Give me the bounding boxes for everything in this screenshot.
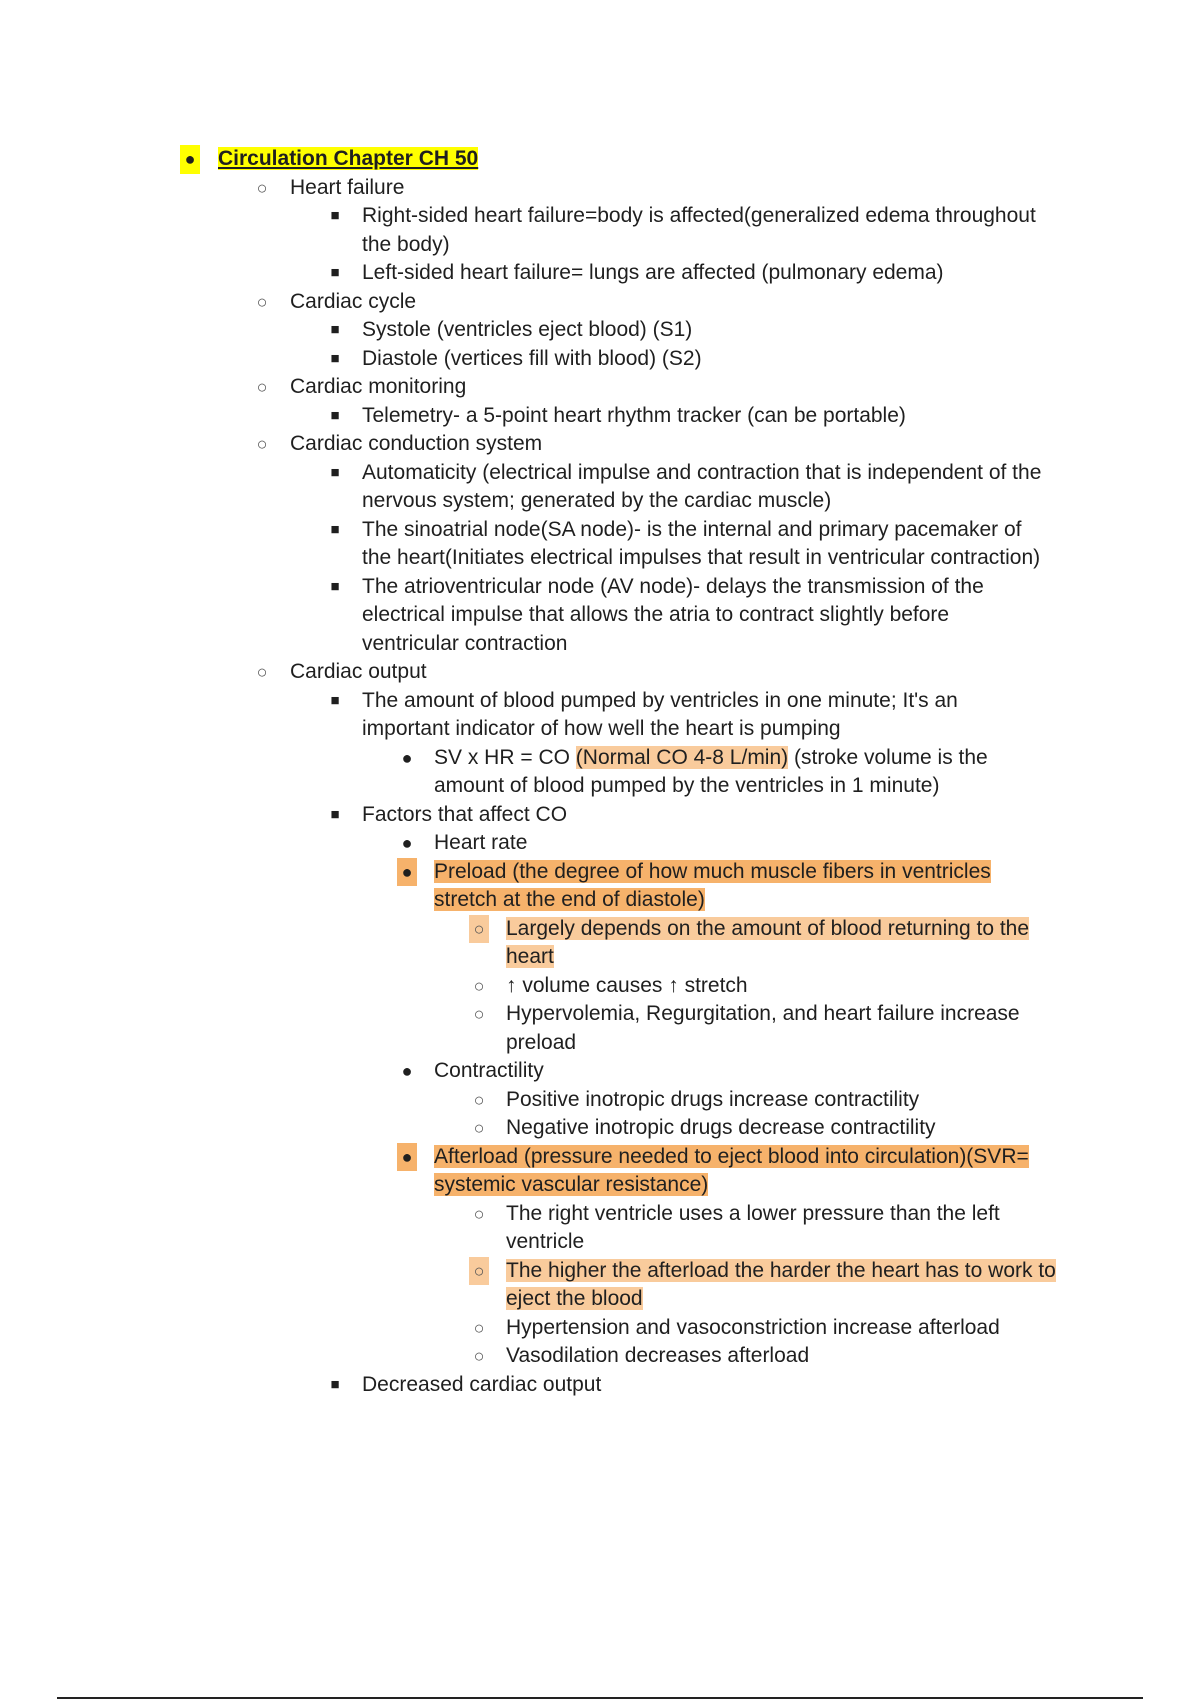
list-item	[180, 430, 1100, 459]
conduction-heading: Cardiac conduction system	[290, 432, 543, 455]
list-text: Largely depends on the amount of blood returning to the	[506, 916, 1030, 940]
circle-bullet-icon: ○	[473, 1317, 485, 1338]
square-bullet-icon: ■	[330, 463, 340, 481]
list-text: (stroke volume is the	[788, 745, 988, 769]
list-item	[180, 316, 1100, 345]
list-item	[180, 1257, 1100, 1314]
square-bullet-icon: ■	[330, 207, 340, 224]
list-text: Left-sided heart failure= lungs are affected (pulmonary edema)	[362, 261, 944, 284]
list-text: the body)	[362, 232, 450, 256]
list-item	[180, 858, 1100, 915]
list-item	[180, 202, 1100, 259]
list-item	[180, 801, 1100, 830]
list-item	[180, 972, 1100, 1001]
list-text: The sinoatrial node(SA node)- is the internal and primary pacemaker of	[362, 517, 1022, 541]
list-text: Telemetry- a 5-point heart rhythm tracker (can be portable)	[362, 403, 906, 427]
circle-bullet-icon: ○	[473, 1089, 485, 1110]
circle-bullet-icon: ○	[469, 1257, 489, 1286]
circle-bullet-icon: ○	[473, 1004, 485, 1024]
list-text: Automaticity (electrical impulse and contraction that is independent of the	[362, 460, 1042, 484]
list-text: Systole (ventricles eject blood) (S1)	[362, 318, 693, 341]
list-item	[180, 373, 1100, 402]
list-text: Diastole (vertices fill with blood) (S2)	[362, 346, 702, 370]
list-text: Negative inotropic drugs decrease contractility	[506, 1116, 936, 1139]
square-bullet-icon: ■	[330, 691, 340, 709]
list-item	[180, 1057, 1100, 1086]
list-item	[180, 1342, 1100, 1371]
list-text: important indicator of how well the heart is pumping	[362, 717, 841, 740]
circle-bullet-icon: ○	[256, 434, 268, 454]
square-bullet-icon: ■	[330, 321, 340, 338]
list-text: the heart(Initiates electrical impulses that result in ventricular contraction)	[362, 546, 1041, 569]
circle-bullet-icon: ○	[473, 975, 485, 996]
disc-bullet-icon: ●	[180, 145, 200, 174]
list-text: SV x HR = CO	[434, 745, 576, 769]
list-item	[180, 259, 1100, 288]
list-text: heart	[506, 945, 554, 968]
list-text: The atrioventricular node (AV node)- delays the transmission of the	[362, 574, 984, 598]
list-item	[180, 1000, 1100, 1057]
list-item	[180, 829, 1100, 858]
circle-bullet-icon: ○	[256, 662, 268, 682]
preload-highlight: Preload (the degree of how much muscle fibers in ventricles	[434, 859, 991, 883]
list-item	[180, 459, 1100, 516]
list-item	[180, 1143, 1100, 1200]
square-bullet-icon: ■	[330, 406, 340, 424]
square-bullet-icon: ■	[330, 520, 340, 538]
disc-bullet-icon: ●	[397, 1143, 417, 1172]
list-text: Positive inotropic drugs increase contractility	[506, 1087, 920, 1111]
circle-bullet-icon: ○	[473, 1203, 485, 1224]
list-text: preload	[506, 1030, 577, 1054]
circle-bullet-icon: ○	[469, 915, 489, 944]
list-item	[180, 573, 1100, 659]
page-title: Circulation Chapter CH 50	[218, 147, 479, 170]
disc-bullet-icon: ●	[397, 858, 417, 887]
afterload-highlight: Afterload (pressure needed to eject blood into circulation)(SVR=	[434, 1144, 1029, 1168]
preload-highlight: stretch at the end of diastole)	[434, 888, 705, 911]
list-item	[180, 402, 1100, 431]
circle-bullet-icon: ○	[473, 1118, 485, 1138]
circle-bullet-icon: ○	[256, 291, 268, 312]
list-item	[180, 658, 1100, 687]
cardiac-cycle-heading: Cardiac cycle	[290, 289, 417, 313]
list-text: Heart rate	[434, 831, 528, 854]
list-text: Right-sided heart failure=body is affected(generalized edema throughout	[362, 204, 1036, 227]
list-text: ventricular contraction	[362, 631, 568, 655]
afterload-highlight: systemic vascular resistance)	[434, 1173, 709, 1196]
list-text: Hypervolemia, Regurgitation, and heart failure increase	[506, 1002, 1020, 1025]
list-text: Factors that affect CO	[362, 802, 568, 826]
list-item	[180, 288, 1100, 317]
list-text: Hypertension and vasoconstriction increase afterload	[506, 1315, 1000, 1339]
title-item	[180, 145, 1100, 174]
circle-bullet-icon: ○	[256, 377, 268, 397]
disc-bullet-icon: ●	[401, 833, 413, 853]
list-item	[180, 1314, 1100, 1343]
heart-failure-heading: Heart failure	[290, 175, 405, 199]
list-item	[180, 174, 1100, 203]
notes-body	[180, 145, 1100, 1399]
list-item	[180, 1086, 1100, 1115]
list-item	[180, 516, 1100, 573]
list-item	[180, 1371, 1100, 1400]
list-text: amount of blood pumped by the ventricles in 1 minute)	[434, 774, 940, 797]
list-text: The amount of blood pumped by ventricles in one minute; It's an	[362, 688, 958, 712]
list-item	[180, 687, 1100, 744]
normal-co-highlight: (Normal CO 4-8 L/min)	[575, 745, 789, 769]
disc-bullet-icon: ●	[401, 1061, 413, 1081]
circle-bullet-icon: ○	[256, 177, 268, 198]
list-text: ventricle	[506, 1230, 585, 1253]
circle-bullet-icon: ○	[473, 1346, 485, 1366]
square-bullet-icon: ■	[330, 577, 340, 595]
list-text: Contractility	[434, 1059, 544, 1082]
cardiac-output-heading: Cardiac output	[290, 660, 427, 683]
list-text: electrical impulse that allows the atria to contract slightly before	[362, 603, 950, 626]
square-bullet-icon: ■	[330, 805, 340, 823]
list-text: The higher the afterload the harder the heart has to work to	[506, 1258, 1056, 1282]
square-bullet-icon: ■	[330, 349, 340, 367]
page-divider	[57, 1697, 1143, 1699]
list-text: Decreased cardiac output	[362, 1372, 602, 1396]
list-item	[180, 1114, 1100, 1143]
list-item	[180, 915, 1100, 972]
list-item	[180, 345, 1100, 374]
list-text: nervous system; generated by the cardiac muscle)	[362, 489, 832, 512]
cardiac-monitoring-heading: Cardiac monitoring	[290, 375, 467, 398]
square-bullet-icon: ■	[330, 264, 340, 281]
list-text: The right ventricle uses a lower pressure than the left	[506, 1201, 1000, 1225]
square-bullet-icon: ■	[330, 1375, 340, 1393]
list-item	[180, 1200, 1100, 1257]
list-text: eject the blood	[506, 1287, 643, 1310]
list-text: ↑ volume causes ↑ stretch	[506, 973, 748, 997]
list-item	[180, 744, 1100, 801]
list-text: Vasodilation decreases afterload	[506, 1344, 810, 1367]
disc-bullet-icon: ●	[401, 747, 413, 768]
